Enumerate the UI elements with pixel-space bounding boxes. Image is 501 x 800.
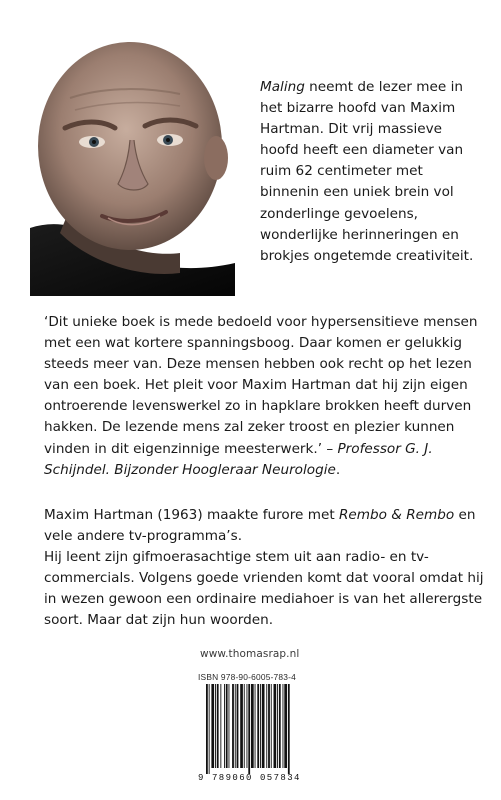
isbn-label: ISBN 978-90-6005-783-4 — [198, 672, 296, 682]
bio-part1: Maxim Hartman (1963) maakte furore met — [44, 507, 339, 523]
barcode-bar — [244, 684, 245, 768]
barcode-bar — [266, 684, 267, 768]
intro-paragraph — [260, 77, 482, 267]
quote-attribution-end: . — [335, 461, 341, 478]
barcode-bar — [274, 684, 277, 768]
barcode-bar — [237, 684, 239, 768]
barcode-bar — [271, 684, 272, 768]
barcode-bar — [209, 684, 210, 774]
barcode-bar — [255, 684, 256, 768]
publisher-website: www.thomasrap.nl — [200, 648, 300, 660]
barcode-bar — [251, 684, 254, 768]
bio-show-title: Rembo & Rembo — [338, 507, 455, 523]
barcode-bar — [262, 684, 265, 768]
author-bio — [44, 505, 484, 632]
barcode-bar — [235, 684, 236, 768]
barcode-bar — [279, 684, 281, 768]
barcode-bar — [248, 684, 250, 774]
barcode-bar — [217, 684, 219, 768]
barcode-bar — [257, 684, 259, 768]
barcode-bar — [215, 684, 216, 768]
quote-attribution: Professor G. J. Schijndel. Bijzonder Hoogleraar Neurologie — [44, 440, 433, 478]
barcode-bar — [283, 684, 284, 768]
barcode-bar — [240, 684, 243, 768]
barcode-bar — [232, 684, 234, 768]
intro-text: neemt de lezer mee in het bizarre hoofd van Maxim Hartman. Dit vrij massieve hoofd heeft een diameter van ruim 62 centimeter met binnenin een uniek brein vol zonderlinge gevoelens, wonderlijke herinneringen en brokjes ongetemde creativiteit. — [260, 79, 474, 264]
barcode-bar — [226, 684, 228, 768]
barcode-bars — [206, 684, 290, 774]
barcode-bar — [224, 684, 225, 768]
book-title: Maling — [260, 79, 305, 95]
barcode-digit-first: 9 — [198, 773, 204, 782]
bio-line2: Hij leent zijn gifmoerasachtige stem uit aan radio- en tv-commercials. Volgens goede vrienden komt dat vooral omdat hij in wezen gewoon een ordinaire mediahoer is van het allerergste soort. Maar dat zijn hun woorden. — [44, 549, 484, 629]
barcode-bar — [206, 684, 208, 774]
barcode-digits-left: 789060 — [212, 773, 253, 782]
barcode-bar — [260, 684, 261, 768]
barcode-digits-right: 057834 — [260, 773, 301, 782]
barcode-bar — [268, 684, 270, 768]
review-quote — [44, 312, 484, 481]
barcode-bar — [247, 684, 248, 768]
barcode-bar — [220, 684, 221, 768]
barcode-bar — [229, 684, 230, 768]
isbn-barcode — [198, 684, 308, 782]
barcode-bar — [211, 684, 214, 768]
quote-text: ‘Dit unieke boek is mede bedoeld voor hypersensitieve mensen met een wat kortere spanningsboog. Daar komen er gelukkig steeds meer van. Deze mensen hebben ook recht op het lezen van een boek. Het pleit voor Maxim Hartman dat hij zijn eigen ontroerende levenswerkel zo in hapklare brokken heeft durven hakken. De lezende mens zal zeker troost en plezier kunnen vinden in dit eigenzinnige meesterwerk.’ – — [44, 314, 478, 457]
author-photo — [30, 28, 235, 296]
barcode-bar — [277, 684, 278, 768]
barcode-bar — [284, 684, 287, 768]
barcode-bar — [288, 684, 290, 774]
bio-part2: en vele andere tv-programma’s. — [44, 507, 476, 545]
